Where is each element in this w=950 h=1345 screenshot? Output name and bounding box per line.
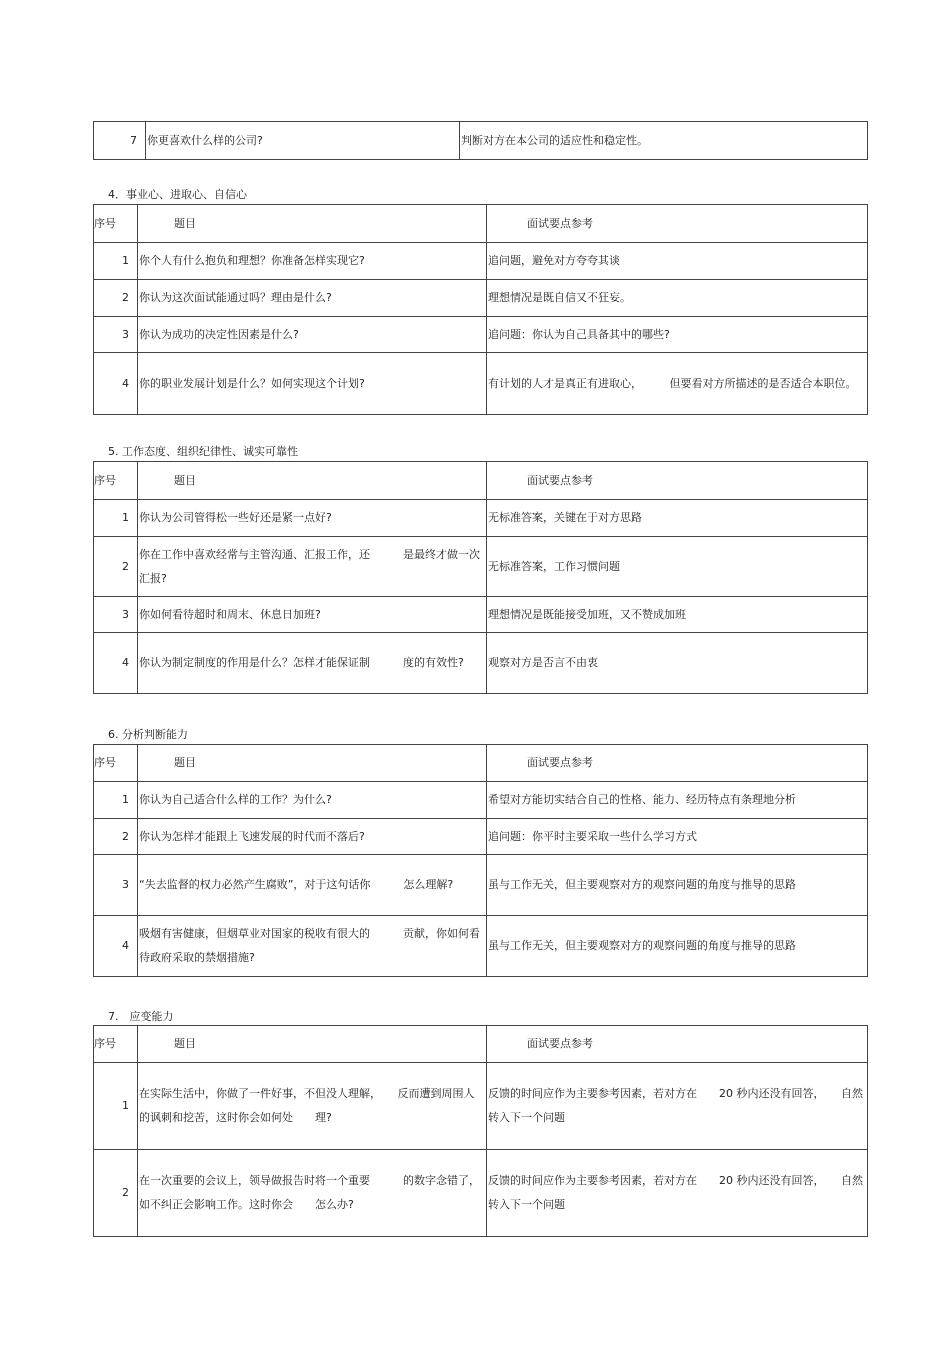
question-cell: 吸烟有害健康，但烟草业对国家的税收有很大的 贡献，你如何看待政府采取的禁烟措施?: [138, 916, 487, 977]
section7-table: [93, 1025, 868, 1237]
reference-cell: 希望对方能切实结合自己的性格、能力、经历特点有条理地分析: [487, 782, 868, 819]
table-row: [94, 1150, 868, 1237]
reference-cell: 虽与工作无关，但主要观察对方的观察问题的角度与推导的思路: [487, 855, 868, 916]
row-number: 1: [94, 243, 138, 280]
row-number: 4: [94, 353, 138, 415]
question-cell: 你认为成功的决定性因素是什么?: [138, 317, 487, 353]
header-row: [94, 1026, 868, 1063]
reference-cell: 追问题，避免对方夸夸其谈: [487, 243, 868, 280]
header-reference: 面试要点参考: [487, 1026, 868, 1063]
table-row: [94, 633, 868, 694]
header-num: 序号: [94, 1026, 138, 1063]
header-reference: 面试要点参考: [487, 205, 868, 243]
table-row: [94, 353, 868, 415]
row-number: 2: [94, 537, 138, 597]
header-row: [94, 745, 868, 782]
question-cell: 你个人有什么抱负和理想？你准备怎样实现它?: [138, 243, 487, 280]
reference-cell: 反馈的时间应作为主要参考因素，若对方在 20 秒内还没有回答， 自然转入下一个问题: [487, 1150, 868, 1237]
header-num: 序号: [94, 745, 138, 782]
table-row: [94, 916, 868, 977]
question-cell: 你在工作中喜欢经常与主管沟通、汇报工作，还 是最终才做一次汇报?: [138, 537, 487, 597]
reference-cell: 追问题：你认为自己具备其中的哪些?: [487, 317, 868, 353]
reference-cell: 有计划的人才是真正有进取心， 但要看对方所描述的是否适合本职位。: [487, 353, 868, 415]
question-cell: 你认为怎样才能跟上飞速发展的时代而不落后?: [138, 819, 487, 855]
header-num: 序号: [94, 205, 138, 243]
question-cell: 你认为自己适合什么样的工作？为什么?: [138, 782, 487, 819]
row-number: 2: [94, 1150, 138, 1237]
section-title: 5. 工作态度、组织纪律性、诚实可靠性: [108, 445, 298, 458]
header-reference: 面试要点参考: [487, 462, 868, 500]
row-number: 3: [94, 597, 138, 633]
table-row: [94, 855, 868, 916]
table-row: [94, 122, 868, 160]
table-row: [94, 500, 868, 537]
question-cell: 你认为制定制度的作用是什么？怎样才能保证制 度的有效性?: [138, 633, 487, 694]
section6-table: [93, 744, 868, 977]
reference-cell: 观察对方是否言不由衷: [487, 633, 868, 694]
reference-cell: 判断对方在本公司的适应性和稳定性。: [460, 122, 868, 160]
question-cell: 你更喜欢什么样的公司?: [146, 122, 460, 160]
row-number: 2: [94, 819, 138, 855]
reference-cell: 反馈的时间应作为主要参考因素，若对方在 20 秒内还没有回答， 自然转入下一个问题: [487, 1063, 868, 1150]
reference-cell: 无标准答案，工作习惯问题: [487, 537, 868, 597]
header-question: 题目: [138, 205, 487, 243]
header-question: 题目: [138, 462, 487, 500]
row-number: 2: [94, 280, 138, 317]
question-cell: 在实际生活中，你做了一件好事，不但没人理解， 反而遭到周围人的讽刺和挖苦，这时你会如何处 理?: [138, 1063, 487, 1150]
table-row: [94, 597, 868, 633]
question-cell: 你如何看待超时和周末、休息日加班?: [138, 597, 487, 633]
table-row: [94, 1063, 868, 1150]
table-row: [94, 782, 868, 819]
row-number: 4: [94, 633, 138, 694]
header-reference: 面试要点参考: [487, 745, 868, 782]
reference-cell: 虽与工作无关，但主要观察对方的观察问题的角度与推导的思路: [487, 916, 868, 977]
row-number: 1: [94, 500, 138, 537]
table-row: [94, 819, 868, 855]
section-title: 4．事业心、进取心、自信心: [108, 188, 247, 201]
reference-cell: 理想情况是既自信又不狂妄。: [487, 280, 868, 317]
table-row: [94, 243, 868, 280]
question-cell: 你认为公司管得松一些好还是紧一点好?: [138, 500, 487, 537]
row-number: 7: [94, 122, 146, 160]
question-cell: 你的职业发展计划是什么？如何实现这个计划?: [138, 353, 487, 415]
row-number: 1: [94, 1063, 138, 1150]
reference-cell: 无标准答案，关键在于对方思路: [487, 500, 868, 537]
question-cell: “失去监督的权力必然产生腐败”，对于这句话你 怎么理解?: [138, 855, 487, 916]
reference-cell: 理想情况是既能接受加班，又不赞成加班: [487, 597, 868, 633]
header-row: [94, 462, 868, 500]
section-title: 7. 应变能力: [108, 1010, 174, 1023]
header-row: [94, 205, 868, 243]
section4-table: [93, 204, 868, 415]
section5-table: [93, 461, 868, 694]
row-number: 3: [94, 855, 138, 916]
table-row: [94, 280, 868, 317]
section-title: 6. 分析判断能力: [108, 728, 188, 741]
header-num: 序号: [94, 462, 138, 500]
header-question: 题目: [138, 1026, 487, 1063]
question-cell: 你认为这次面试能通过吗？理由是什么?: [138, 280, 487, 317]
table-row: [94, 537, 868, 597]
reference-cell: 追问题：你平时主要采取一些什么学习方式: [487, 819, 868, 855]
top-table: [93, 121, 868, 160]
header-question: 题目: [138, 745, 487, 782]
row-number: 3: [94, 317, 138, 353]
question-cell: 在一次重要的会议上，领导做报告时将一个重要 的数字念错了，如不纠正会影响工作。这时你会 怎么办?: [138, 1150, 487, 1237]
table-row: [94, 317, 868, 353]
row-number: 4: [94, 916, 138, 977]
row-number: 1: [94, 782, 138, 819]
